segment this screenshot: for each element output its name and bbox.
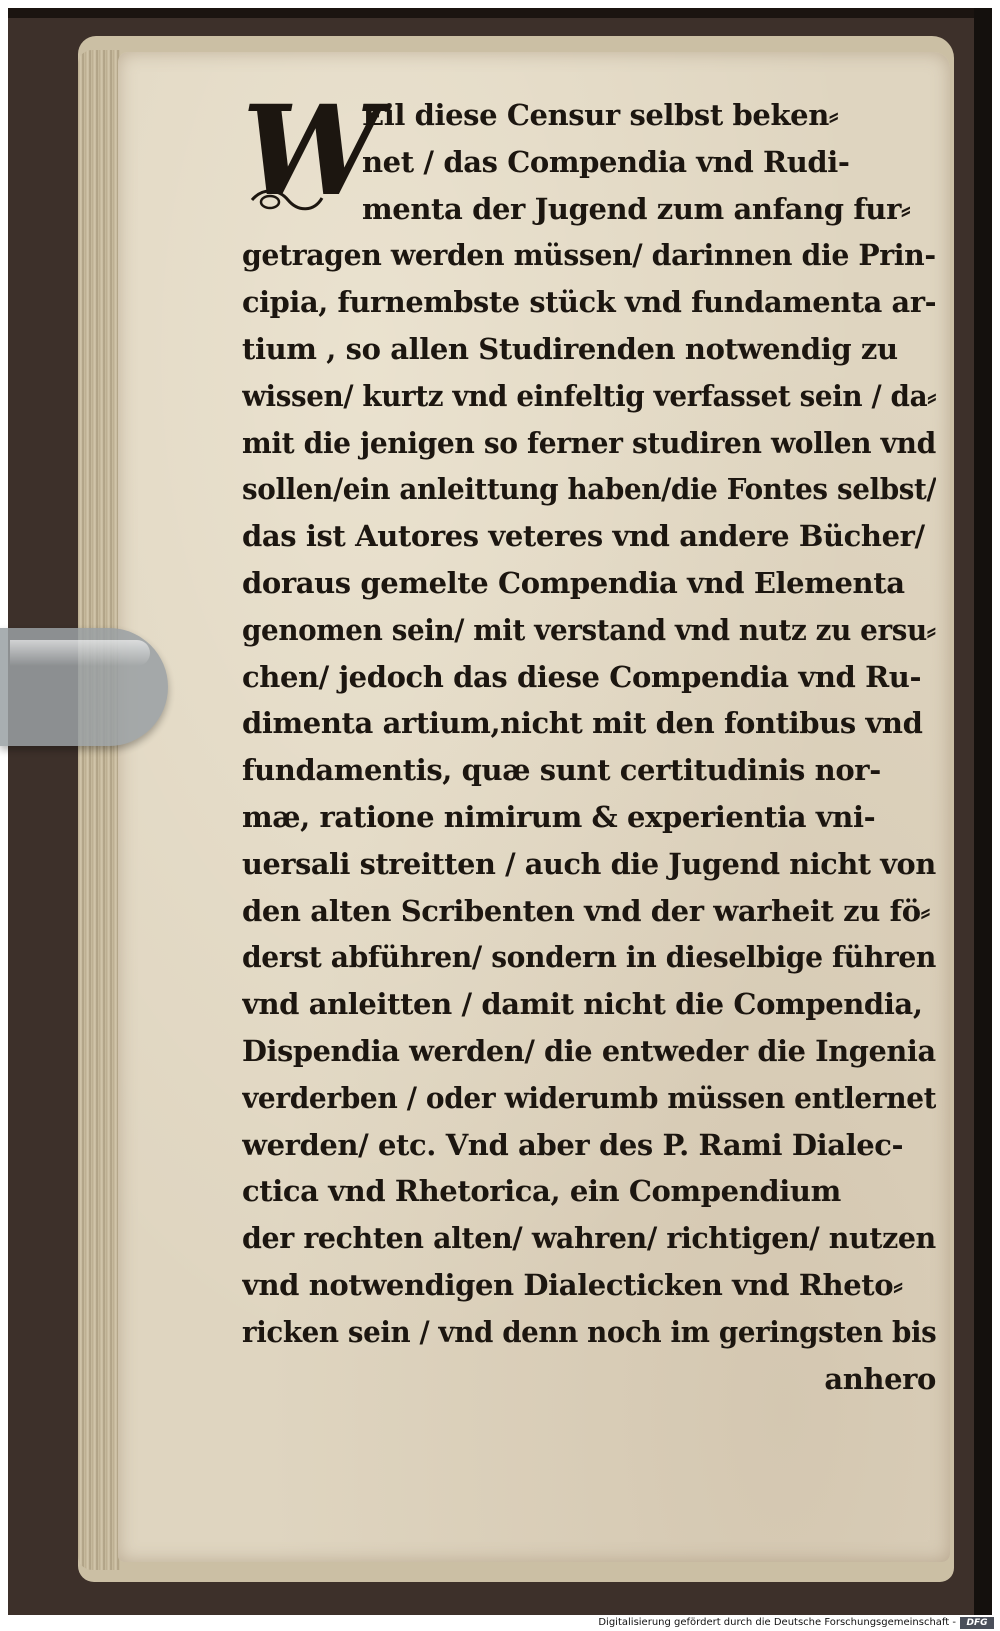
text-line: ctica vnd Rhetorica, ein Compendium bbox=[242, 1174, 841, 1209]
text-line: derst abführen/ sondern in dieselbige führen bbox=[242, 940, 936, 975]
text-line: menta der Jugend zum anfang fur⸗ bbox=[362, 191, 911, 226]
text-line: verderben / oder widerumb müssen entlernet bbox=[242, 1080, 936, 1115]
text-line: cipia, furnembste stück vnd fundamenta ar- bbox=[242, 285, 936, 320]
text-line: wissen/ kurtz vnd einfeltig verfasset sein / da⸗ bbox=[242, 378, 936, 413]
footer-bar bbox=[0, 1615, 1000, 1631]
dfg-logo: DFG bbox=[960, 1617, 994, 1629]
text-line: mit die jenigen so ferner studiren wollen vnd bbox=[242, 425, 936, 460]
text-line: uersali streitten / auch die Jugend nicht von bbox=[242, 846, 936, 881]
text-line: den alten Scribenten vnd der warheit zu fö⸗ bbox=[242, 893, 930, 928]
page-clip-highlight bbox=[10, 640, 150, 666]
text-line: chen/ jedoch das diese Compendia vnd Ru- bbox=[242, 659, 922, 694]
text-line: dimenta artium,nicht mit den fontibus vnd bbox=[242, 706, 923, 741]
catchword: anhero bbox=[824, 1361, 936, 1396]
text-line: genomen sein/ mit verstand vnd nutz zu ersu⸗ bbox=[242, 612, 936, 647]
page-text bbox=[242, 79, 936, 1402]
text-line: Eil diese Censur selbst beken⸗ bbox=[362, 98, 839, 132]
text-line: ricken sein / vnd denn noch im geringsten bis bbox=[242, 1314, 936, 1349]
text-line: Dispendia werden/ die entweder die Ingenia bbox=[242, 1033, 936, 1068]
scanner-top-edge bbox=[8, 8, 992, 18]
initial-letter: W bbox=[242, 79, 382, 224]
text-line: getragen werden müssen/ darinnen die Prin- bbox=[242, 238, 936, 273]
text-line: tium , so allen Studirenden notwendig zu bbox=[242, 331, 898, 366]
text-line: vnd anleitten / damit nicht die Compendia, bbox=[242, 987, 923, 1022]
text-line: das ist Autores veteres vnd andere Bücher/ bbox=[242, 519, 925, 554]
text-line: mæ, ratione nimirum & experientia vni- bbox=[242, 799, 876, 834]
text-line: vnd notwendigen Dialecticken vnd Rheto⸗ bbox=[242, 1267, 903, 1302]
text-line: net / das Compendia vnd Rudi- bbox=[362, 144, 850, 179]
funding-credit: Digitalisierung gefördert durch die Deutsche Forschungsgemeinschaft - bbox=[598, 1617, 956, 1628]
text-line: fundamentis, quæ sunt certitudinis nor- bbox=[242, 753, 881, 788]
text-line: der rechten alten/ wahren/ richtigen/ nutzen bbox=[242, 1221, 936, 1256]
book-cover-edge bbox=[974, 8, 992, 1623]
text-line: sollen/ein anleittung haben/die Fontes selbst/ bbox=[242, 472, 936, 507]
text-line: werden/ etc. Vnd aber des P. Rami Dialec- bbox=[242, 1127, 904, 1162]
page-fore-edge bbox=[78, 50, 120, 1570]
text-line: doraus gemelte Compendia vnd Elementa bbox=[242, 565, 905, 600]
